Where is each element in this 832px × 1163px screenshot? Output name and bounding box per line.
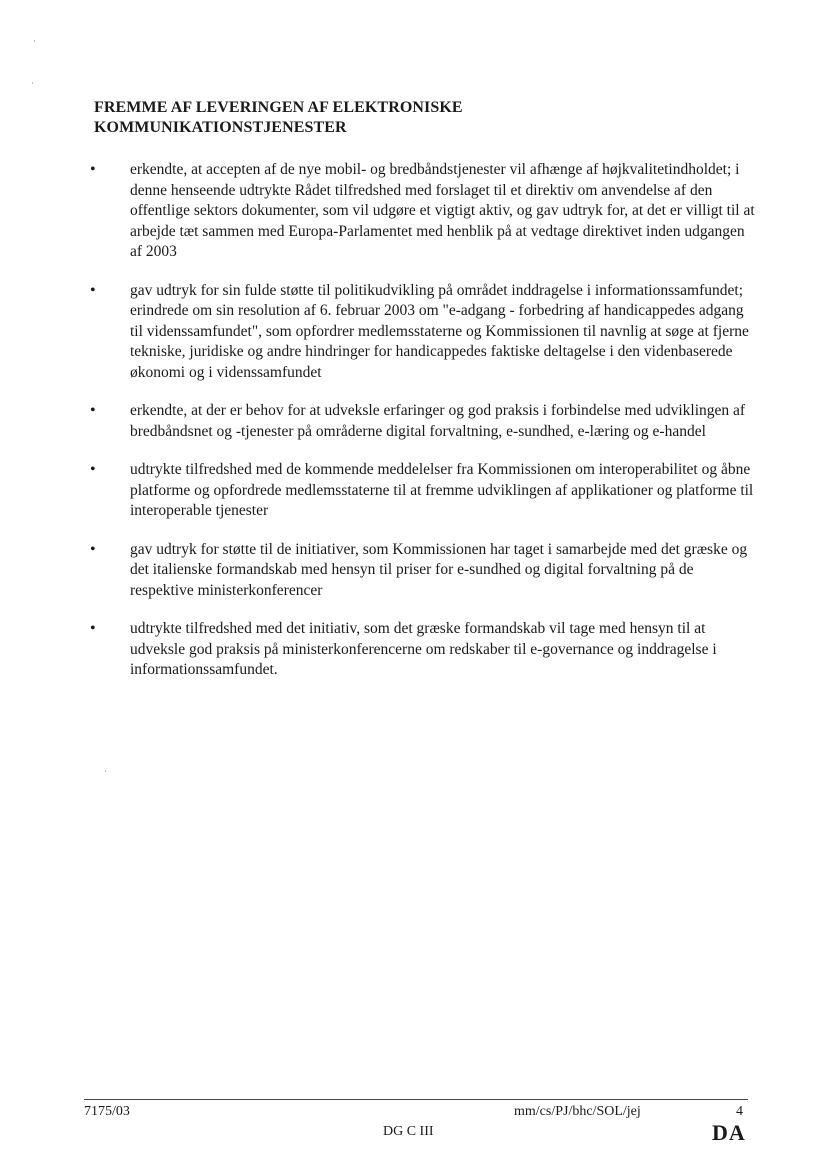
scan-speck: ·: [104, 766, 107, 776]
heading-line-1: FREMME AF LEVERINGEN AF ELEKTRONISKE: [94, 99, 463, 116]
footer-divider: [84, 1099, 748, 1100]
section-heading: [94, 98, 614, 138]
bullet-icon: •: [90, 540, 96, 558]
bullet-list: [86, 160, 756, 699]
list-item-text: udtrykte tilfredshed med de kommende meddelelser fra Kommissionen om interoperabilitet og åbne platforme og opfordrede medlemsstaterne til at fremme udviklingen af applikationer og platforme til interoperable tjenester: [130, 461, 754, 519]
list-item-text: erkendte, at accepten af de nye mobil- og bredbåndstjenester vil afhænge af højkvalitetindholdet; i denne henseende udtrykte Rådet tilfredshed med forslaget til et direktiv om anvendelse af den offentlige sektors dokumenter, som vil udgøre et vigtigt aktiv, og gav udtryk for, at det er villigt til at arbejde tæt sammen med Europa-Parlamentet med henblik på at vedtage direktivet inden udgangen af 2003: [130, 161, 755, 260]
list-item: [86, 540, 756, 602]
footer-reference: mm/cs/PJ/bhc/SOL/jej: [514, 1104, 641, 1119]
scan-speck: ·: [31, 78, 34, 88]
bullet-icon: •: [90, 461, 96, 478]
footer-page-number: 4: [736, 1104, 743, 1119]
bullet-icon: •: [90, 620, 96, 637]
list-item: [86, 281, 756, 384]
footer-language-code: DA: [712, 1120, 746, 1145]
heading-line-2: KOMMUNIKATIONSTJENESTER: [94, 119, 347, 136]
list-item: [86, 619, 756, 681]
footer-directorate: DG C III: [383, 1124, 434, 1139]
bullet-icon: •: [90, 402, 96, 419]
list-item-text: erkendte, at der er behov for at udveksle erfaringer og god praksis i forbindelse med udviklingen af bredbåndsnet og -tjenester på områderne digital forvaltning, e-sundhed, e-læring og e-handel: [130, 402, 746, 440]
scan-speck: ·: [33, 36, 36, 46]
list-item-text: gav udtryk for sin fulde støtte til politikudvikling på området inddragelse i informationssamfundet; erindrede om sin resolution af 6. februar 2003 om "e-adgang - forbedring af handicappedes adgang til videnssamfundet", som opfordrer medlemsstaterne og Kommissionen til navnlig at søge at fjerne tekniske, juridiske og andre hindringer for handicappedes faktiske deltagelse i den videnbaserede økonomi og i videnssamfundet: [130, 281, 749, 381]
list-item: [86, 160, 756, 263]
list-item-text: udtrykte tilfredshed med det initiativ, som det græske formandskab vil tage med hensyn til at udveksle god praksis på ministerkonferencerne om redskaber til e-governance og inddragelse i informationssamfundet.: [130, 620, 717, 678]
list-item: [86, 460, 756, 522]
list-item: [86, 401, 756, 442]
bullet-icon: •: [90, 161, 96, 178]
footer-doc-number: 7175/03: [84, 1104, 130, 1119]
bullet-icon: •: [90, 281, 96, 299]
list-item-text: gav udtryk for støtte til de initiativer, som Kommissionen har taget i samarbejde med det græske og det italienske formandskab med hensyn til priser for e-sundhed og digital forvaltning på de respektive ministerkonferencer: [130, 540, 748, 599]
